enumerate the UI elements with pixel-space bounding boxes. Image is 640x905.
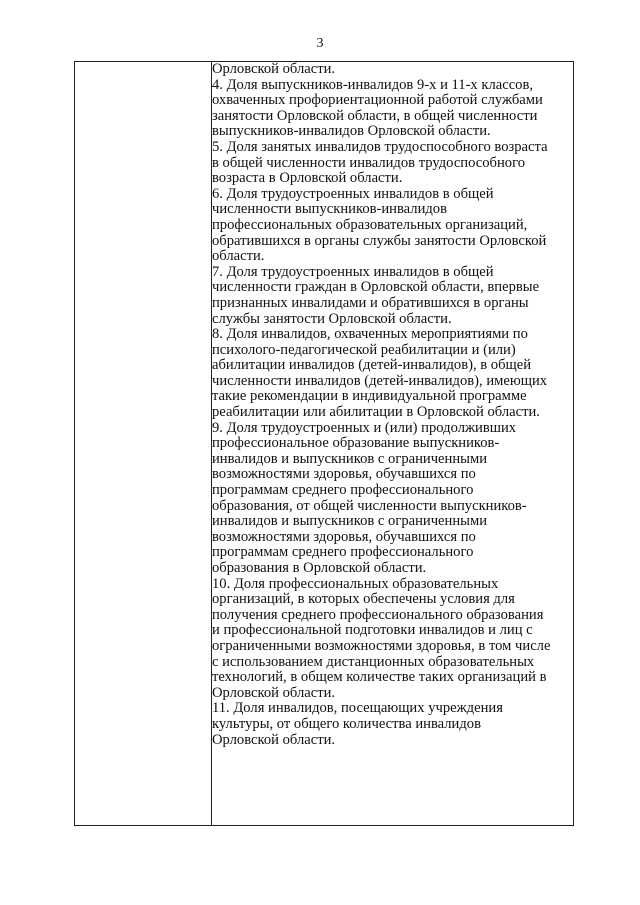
text-line: численности выпускников-инвалидов [212,201,447,218]
text-line: 6. Доля трудоустроенных инвалидов в общей [212,185,494,202]
table-row [75,62,574,826]
text-line: программам среднего профессионального [212,544,474,561]
text-line: 10. Доля профессиональных образовательных [212,575,499,592]
text-line: возможностями здоровья, обучавшихся по [212,528,476,545]
text-line: культуры, от общего количества инвалидов [212,715,481,732]
text-line: численности инвалидов (детей-инвалидов), имеющих [212,372,548,389]
page-number: 3 [316,36,324,51]
text-line: с использованием дистанционных образовательных [212,653,535,670]
text-line: возможностями здоровья, обучавшихся по [212,466,476,483]
text-line: образования, от общей численности выпускников- [212,497,527,514]
text-line: профессиональных образовательных организаций, [212,216,528,233]
text-line: службы занятости Орловской области. [212,310,452,327]
text-line: занятости Орловской области, в общей численности [212,107,538,124]
text-line: 5. Доля занятых инвалидов трудоспособного возраста [212,138,548,155]
text-line: обратившихся в органы службы занятости Орловской [212,232,547,249]
text-line: 7. Доля трудоустроенных инвалидов в общей [212,263,494,280]
text-line: охваченных профориентационной работой службами [212,92,543,109]
text-line: ограниченными возможностями здоровья, в том числе [212,637,551,654]
text-line: 11. Доля инвалидов, посещающих учреждения [212,700,503,717]
document-table [74,61,574,826]
text-line: инвалидов и выпускников с ограниченными [212,450,488,467]
text-line: 9. Доля трудоустроенных и (или) продолживших [212,419,517,436]
table-cell-empty [75,62,212,826]
text-line: численности граждан в Орловской области, впервые [212,279,540,296]
text-line: возраста в Орловской области. [212,170,403,187]
indicator-list [212,62,573,748]
text-line: Орловской области. [212,61,336,77]
text-line: инвалидов и выпускников с ограниченными [212,513,488,530]
text-line: признанных инвалидами и обратившихся в органы [212,294,529,311]
text-line: получения среднего профессионального образования [212,606,544,623]
text-line: организаций, в которых обеспечены условия для [212,591,515,608]
text-line: абилитации инвалидов (детей-инвалидов), в общей [212,357,532,374]
text-line: реабилитации или абилитации в Орловской области. [212,404,540,421]
text-line: программам среднего профессионального [212,482,474,499]
text-line: профессиональное образование выпускников- [212,435,500,452]
text-line: выпускников-инвалидов Орловской области. [212,123,491,140]
text-line: области. [212,248,265,265]
text-line: образования в Орловской области. [212,560,427,576]
table-cell-indicators [212,62,574,826]
text-line: Орловской области. [212,684,336,701]
text-line: 8. Доля инвалидов, охваченных мероприятиями по [212,326,528,343]
text-line: и профессиональной подготовки инвалидов и лиц с [212,622,533,639]
text-line: такие рекомендации в индивидуальной программе [212,388,527,405]
text-line: Орловской области. [212,731,336,748]
text-line: технологий, в общем количестве таких организаций в [212,669,547,686]
text-line: психолого-педагогической реабилитации и (или) [212,341,516,358]
text-line: в общей численности инвалидов трудоспособного [212,154,525,171]
text-line: 4. Доля выпускников-инвалидов 9-х и 11-х классов, [212,76,534,93]
